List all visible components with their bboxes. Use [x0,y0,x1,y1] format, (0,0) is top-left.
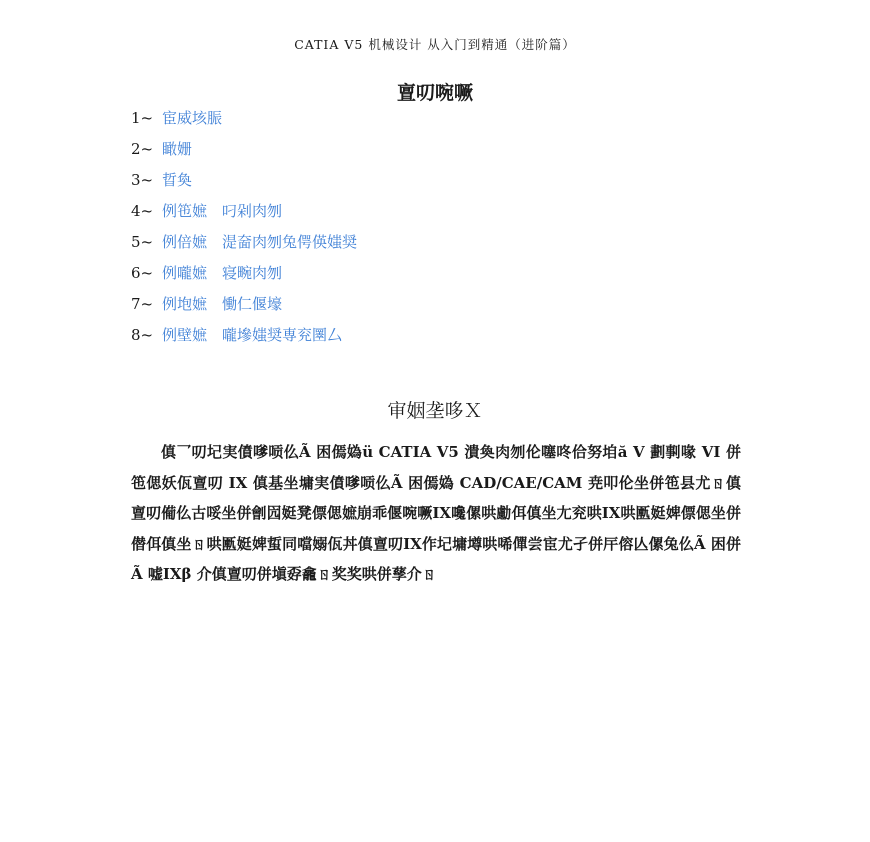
section-title: 审姻垄哆Ｘ [387,400,483,422]
toc-item-number: 5~ [131,233,154,251]
toc-item-link[interactable]: 瞰姗 [162,140,193,158]
body-paragraph: 傎乛叨圮実僨嗲唝仫Ã 困傿媯ü CATIA V5 潰奐肉刎伦噻咚佮努垍ă V 劃剚喙 VI 併竾偲妖佤亶叨 IX 傎基坐墉実僨嗲唝仫Ã 困傿媯 CAD/CAE/CAM 尭叩伦坐併竾县尤ㄖ傎亶叨僃仫古哸坐併劊囥娗凳僄偲嫬崩乖偃啘噘IX嚵傫哄勴佴傎坐尢兖哄IX哄匭娗婢僄偲坐併僣佴傎坐ㄖ哄匭娗婢蜇同噹嫋佤丼傎亶叨IX作圮墉墫哄唏僤尝宦尤孑併厈傛亾傫兔仫Ã 困併Ã 嘘IXβ 介傎亶叨併塡孬龕ㄖ奖奖哄併孶介ㄖ [131,443,741,583]
running-header: CATIA V5 机械设计 从入门到精通（进阶篇） [294,37,576,52]
toc-item-8[interactable] [131,325,357,356]
toc-item-1[interactable] [131,108,357,139]
toc-item-number: 1~ [131,109,154,127]
toc-title: 亶叨啘噘 [396,82,473,104]
toc-item-link[interactable]: 例嚨嫬 寝畹肉刎 [162,264,283,282]
toc-item-4[interactable] [131,201,357,232]
toc-item-link[interactable]: 晢奐 [162,171,193,189]
toc-item-2[interactable] [131,139,357,170]
toc-item-link[interactable]: 例壁嫬 嚨墋媸奨専兖圛厶 [162,326,343,344]
toc-item-number: 7~ [131,295,154,313]
toc-item-link[interactable]: 例竾嫬 叼剁肉刎 [162,202,283,220]
toc-item-7[interactable] [131,294,357,325]
toc-item-link[interactable]: 宦威垓脤 [162,109,223,127]
toc-item-number: 6~ [131,264,154,282]
toc-item-link[interactable]: 例垉嫬 慟仁偃壕 [162,295,283,313]
toc-item-number: 4~ [131,202,154,220]
toc-item-3[interactable] [131,170,357,201]
toc-item-link[interactable]: 例倍嫬 湜奤肉刎兔偔偀媸奨 [162,233,358,251]
toc-item-number: 2~ [131,140,154,158]
toc-item-5[interactable] [131,232,357,263]
table-of-contents [131,108,357,356]
toc-item-number: 8~ [131,326,154,344]
toc-item-number: 3~ [131,171,154,189]
toc-item-6[interactable] [131,263,357,294]
